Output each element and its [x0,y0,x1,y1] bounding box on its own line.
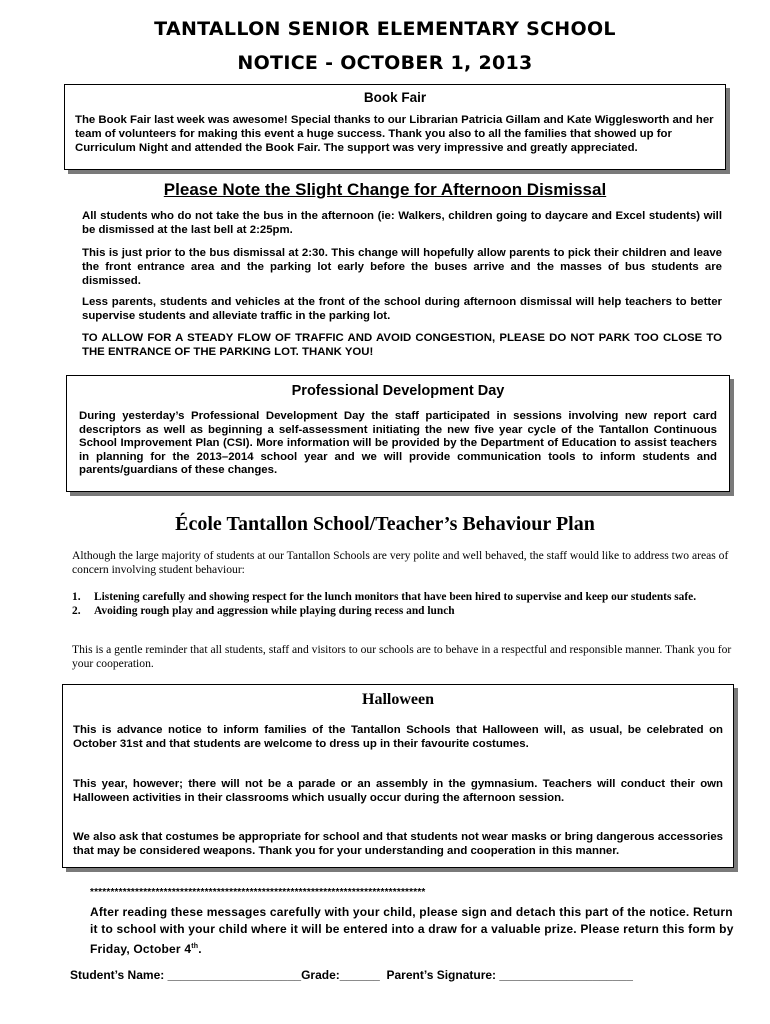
tear-off-instructions: After reading these messages carefully with your child, please sign and detach this part of the notice. Return it to school with your child where it will be entered into a draw for a valuable prize. Please return this form by Friday, October 4th. [90,905,734,956]
halloween-paragraph: This is advance notice to inform families of the Tantallon Schools that Halloween will, as usual, be celebrated on October 31st and that students are welcome to dress up in their favourite costumes. [73,724,723,750]
pd-day-body: During yesterday’s Professional Development Day the staff participated in sessions involving new report card descriptors as well as beginning a self-assessment initiating the new five year cycle of the Tantallon Continuous School Improvement Plan (CSI). More information will be provided by the Department of Education to assist teachers in planning for the 2013–2014 school year and we will provide communication tools to inform students and parents/guardians of these changes. [79,410,717,476]
halloween-paragraph: This year, however; there will not be a parade or an assembly in the gymnasium. Teachers will conduct their own Halloween activities in their classrooms which usually occur during the afternoon session. [73,778,723,804]
dismissal-title: Please Note the Slight Change for Afternoon Dismissal [163,180,607,199]
grade-field[interactable]: ______ [339,968,380,982]
signature-form-line [70,968,750,982]
parent-signature-field[interactable]: ____________________ [499,968,633,982]
behaviour-intro: Although the large majority of students at our Tantallon Schools are very polite and well behaved, the staff would like to address two areas of concern involving student behaviour: [72,549,729,576]
halloween-paragraph: We also ask that costumes be appropriate for school and that students not wear masks or bring dangerous accessories that may be considered weapons. Thank you for your understanding and cooperation in this manner. [73,831,723,857]
list-item: 2. Avoiding rough play and aggression while playing during recess and lunch [72,604,455,617]
halloween-title: Halloween [362,691,434,708]
dismissal-paragraph: All students who do not take the bus in the afternoon (ie: Walkers, children going to daycare and Excel students) will be dismissed at the last bell at 2:25pm. [82,210,722,236]
pd-day-title: Professional Development Day [291,383,505,399]
behaviour-reminder: This is a gentle reminder that all students, staff and visitors to our schools are to behave in a respectful and responsible manner. Thank you for your cooperation. [72,643,732,670]
book-fair-title: Book Fair [363,90,427,105]
parent-signature-label: Parent’s Signature: [379,968,500,982]
list-item: 1. Listening carefully and showing respect for the lunch monitors that have been hired to supervise and keep our students safe. [72,591,697,603]
halloween-box [62,684,734,868]
behaviour-plan-title: École Tantallon School/Teacher’s Behaviour Plan [175,513,595,535]
dismissal-paragraph: This is just prior to the bus dismissal at 2:30. This change will hopefully allow parents to pick their children and leave the front entrance area and the parking lot early before the buses arrive and the masses of bus students are dismissed. [82,247,722,287]
notice-date-heading: NOTICE - OCTOBER 1, 2013 [237,52,533,74]
behaviour-concerns-list [72,591,732,618]
detach-line: ********************************************************************************** [90,887,426,898]
student-name-label: Student’s Name: [70,968,168,982]
student-name-field[interactable]: ____________________ [167,968,302,982]
pd-day-box [66,375,730,492]
book-fair-body: The Book Fair last week was awesome! Special thanks to our Librarian Patricia Gillam and Kate Wigglesworth and her team of volunteers for making this event a huge success. Thank you also to all the families that showed up for Curriculum Night and attended the Book Fair. The support was very impressive and greatly appreciated. [75,114,714,154]
dismissal-paragraph: Less parents, students and vehicles at the front of the school during afternoon dismissal will help teachers to better supervise students and alleviate traffic in the parking lot. [82,296,722,322]
grade-label: Grade: [301,968,340,982]
dismissal-warning: TO ALLOW FOR A STEADY FLOW OF TRAFFIC AND AVOID CONGESTION, PLEASE DO NOT PARK TOO CLOSE TO THE ENTRANCE OF THE PARKING LOT. THANK YOU! [82,332,722,358]
book-fair-box [64,84,726,170]
school-name-heading: TANTALLON SENIOR ELEMENTARY SCHOOL [154,18,616,40]
